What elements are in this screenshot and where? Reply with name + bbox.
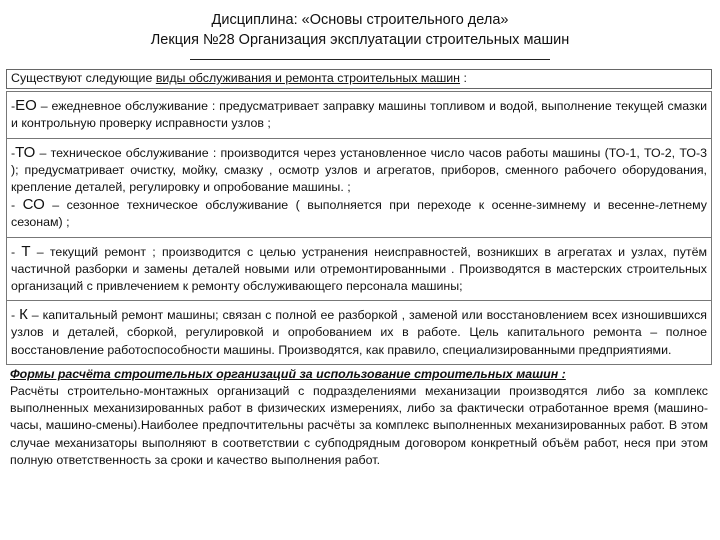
item-abbr: ТО <box>15 143 36 161</box>
item-dash: - <box>11 198 16 213</box>
item-dash: - <box>11 99 16 114</box>
intro-suffix: : <box>460 71 467 85</box>
item-abbr: СО <box>22 196 45 214</box>
item-dash: - <box>11 244 16 259</box>
item-dash: - <box>11 308 16 323</box>
item-text: – сезонное техническое обслуживание ( выполняется при переходе к осенне-зимнему и весенне-летнему сезонам) ; <box>11 198 707 230</box>
content <box>6 69 712 469</box>
item-text: – техническое обслуживание : производится через установленное число часов работы машины (ТО-1, ТО-2, ТО-3 ); предусматривает очистку, мойку, смазку , осмотр узлов и агрегатов, приборов, сменного рабочего оборудования, крепление деталей, регулировку и опробование машины. ; <box>11 145 707 195</box>
lecture-title: Лекция №28 Организация эксплуатации строительных машин <box>150 32 570 48</box>
item-abbr: ЕО <box>15 97 37 115</box>
header-divider <box>190 59 550 60</box>
intro-underlined: виды обслуживания и ремонта строительных машин <box>155 71 461 85</box>
intro-prefix: Существуют следующие <box>11 71 156 85</box>
item-eo <box>6 91 712 138</box>
item-t <box>6 238 712 302</box>
item-text: – текущий ремонт ; производится с целью устранения неисправностей, возникших в агрегатах и узлах, путём частичной разборки и замены деталей новыми или отремонтированными . Производятся в мастерских строительных организаций с привлечением к ремонту обслуживающего персонала машины; <box>11 244 707 294</box>
item-abbr: Т <box>21 242 31 260</box>
item-k <box>6 301 712 365</box>
item-to-so <box>6 139 712 238</box>
item-dash: - <box>11 145 16 160</box>
intro <box>6 69 712 89</box>
header <box>0 10 720 50</box>
item-abbr: К <box>19 306 28 324</box>
discipline-title: Дисциплина: «Основы строительного дела» <box>211 12 509 28</box>
forms-heading: Формы расчёта строительных организаций за использование строительных машин : <box>10 366 566 381</box>
forms-text: Расчёты строительно-монтажных организаций с подразделениями механизации производятся либо за комплекс выполненных механизированных работ в физических измерениях, либо за фактически отработанное время (машино-часы, машино-смены).Наиболее предпочтительны расчёты за комплекс выполненных механизированных работ. В этом случае механизаторы выполняют в соответствии с субподрядным договором конкретный объём работ, неся при этом полную ответственность за сроки и качество выполнения работ. <box>10 384 708 467</box>
item-text: – капитальный ремонт машины; связан с полной ее разборкой , заменой или восстановлением всех изношившихся узлов и деталей, сборкой, регулировкой и опробованием их в работе. Цель капитального ремонта – полное восстановление работоспособности машины. Производятся, как правило, специализированными предприятиями. <box>11 308 707 357</box>
item-text: – ежедневное обслуживание : предусматривает заправку машины топливом и водой, выполнение текущей смазки и контрольную проверку исправности узлов ; <box>11 99 707 131</box>
